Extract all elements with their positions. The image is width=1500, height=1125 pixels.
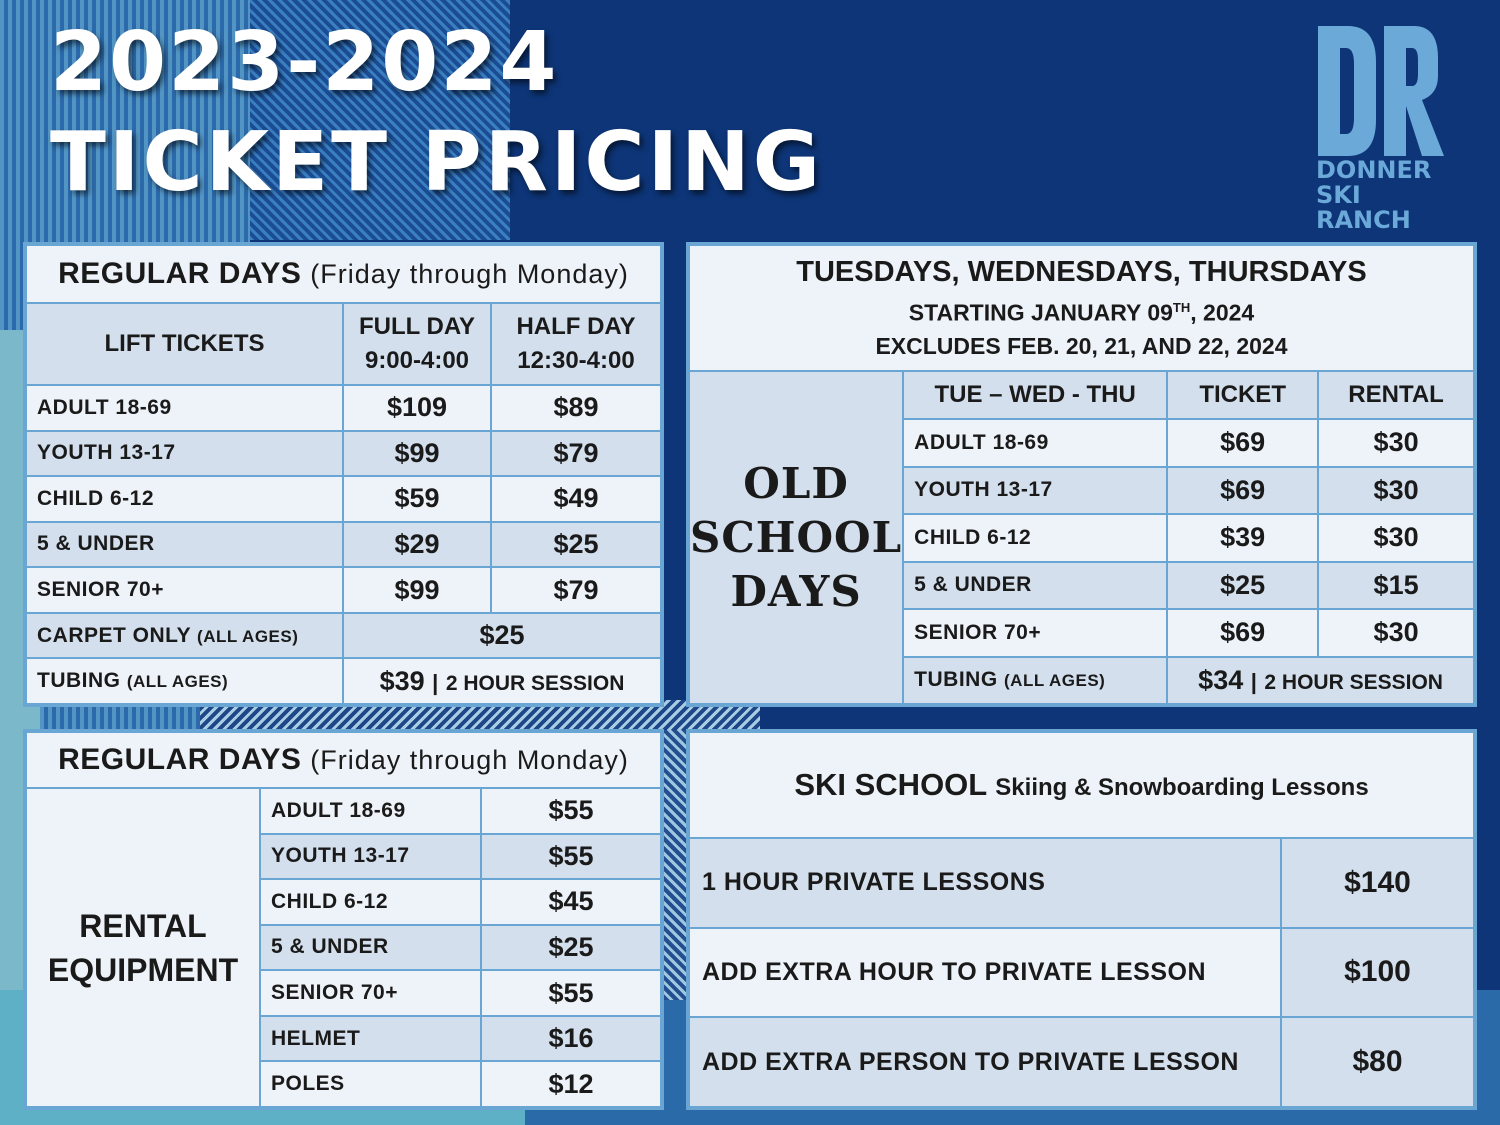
rental-price: $15 — [1318, 562, 1474, 610]
full-day-price: $29 — [343, 522, 491, 568]
regular-rental-heading-row — [26, 732, 661, 788]
rental-price: $30 — [1318, 467, 1474, 515]
tue-wed-thu-header: TUE – WED - THU — [903, 371, 1167, 419]
half-day-price: $49 — [491, 476, 661, 522]
tubing-all-ages: (ALL AGES) — [1004, 671, 1106, 691]
old-school-days-label — [689, 371, 903, 704]
title-season: 2023-2024 — [50, 15, 559, 110]
midweek-days-title: TUESDAYS, WEDNESDAYS, THURSDAYS — [796, 255, 1367, 288]
lesson-label: ADD EXTRA PERSON TO PRIVATE LESSON — [689, 1017, 1281, 1107]
row-label: CHILD 6-12 — [260, 879, 481, 925]
table-row — [26, 788, 661, 834]
rental-price: $30 — [1318, 609, 1474, 657]
regular-rental-panel — [23, 729, 664, 1110]
row-label: SENIOR 70+ — [26, 567, 343, 613]
lesson-price: $140 — [1281, 838, 1474, 928]
half-day-price: $89 — [491, 385, 661, 431]
table-row — [26, 567, 661, 613]
carpet-all-ages: (ALL AGES) — [197, 626, 299, 646]
row-label: 5 & UNDER — [26, 522, 343, 568]
regular-lift-column-headers — [26, 303, 661, 385]
row-label: YOUTH 13-17 — [260, 834, 481, 880]
logo-wordmark — [1310, 158, 1460, 233]
row-label: SENIOR 70+ — [260, 970, 481, 1016]
regular-days-sub: (Friday through Monday) — [310, 745, 629, 775]
tubing-label-text: TUBING — [914, 668, 998, 692]
rental-equipment-label — [26, 788, 260, 1107]
regular-days-label: REGULAR DAYS — [58, 257, 302, 290]
logo-line-ski-ranch: SKI RANCH — [1316, 181, 1411, 234]
carpet-row — [26, 613, 661, 659]
starting-date-year: , 2024 — [1190, 299, 1255, 326]
half-day-price: $79 — [491, 431, 661, 477]
table-row — [26, 522, 661, 568]
full-day-header — [343, 303, 491, 385]
full-day-price: $99 — [343, 431, 491, 477]
ski-school-heading-row — [689, 732, 1474, 838]
rental-header: RENTAL — [1318, 371, 1474, 419]
midweek-heading — [689, 245, 1474, 371]
starting-date-sup: TH — [1172, 299, 1191, 315]
lift-tickets-header: LIFT TICKETS — [26, 303, 343, 385]
old-school-line2: SCHOOL — [690, 512, 903, 562]
table-row — [689, 838, 1474, 928]
half-day-price: $79 — [491, 567, 661, 613]
tubing-label — [903, 657, 1167, 705]
row-label: HELMET — [260, 1016, 481, 1062]
title-main: TICKET PRICING — [50, 115, 824, 210]
regular-rental-heading — [26, 732, 661, 788]
row-label: ADULT 18-69 — [260, 788, 481, 834]
tubing-row — [26, 658, 661, 704]
page-title — [50, 15, 824, 210]
half-day-label: HALF DAY — [516, 313, 636, 340]
ski-school-label: SKI SCHOOL — [794, 767, 987, 802]
lesson-price: $100 — [1281, 928, 1474, 1018]
half-day-header — [491, 303, 661, 385]
table-row — [26, 385, 661, 431]
row-label: YOUTH 13-17 — [903, 467, 1167, 515]
regular-lift-heading — [26, 245, 661, 303]
donner-ski-ranch-logo — [1310, 22, 1460, 233]
table-row — [689, 928, 1474, 1018]
carpet-price: $25 — [343, 613, 661, 659]
regular-days-label: REGULAR DAYS — [58, 743, 302, 776]
full-day-price: $59 — [343, 476, 491, 522]
full-day-label: FULL DAY — [358, 313, 475, 340]
table-row — [26, 476, 661, 522]
dr-monogram-icon — [1318, 22, 1444, 158]
table-row — [26, 431, 661, 477]
row-label: ADULT 18-69 — [26, 385, 343, 431]
rental-price: $45 — [481, 879, 661, 925]
regular-lift-tickets-panel — [23, 242, 664, 707]
lesson-price: $80 — [1281, 1017, 1474, 1107]
tubing-price: $34 — [1198, 664, 1244, 695]
old-school-line3: DAYS — [730, 566, 862, 616]
midweek-excludes: EXCLUDES FEB. 20, 21, AND 22, 2024 — [875, 333, 1288, 360]
tubing-price: $39 — [379, 665, 425, 696]
ticket-price: $69 — [1167, 609, 1318, 657]
tubing-price-cell — [343, 658, 661, 704]
lesson-label: ADD EXTRA HOUR TO PRIVATE LESSON — [689, 928, 1281, 1018]
regular-rental-table — [25, 731, 662, 1108]
row-label: ADULT 18-69 — [903, 419, 1167, 467]
full-day-price: $109 — [343, 385, 491, 431]
logo-line-donner: DONNER — [1316, 156, 1432, 184]
ski-school-panel — [686, 729, 1477, 1110]
half-day-price: $25 — [491, 522, 661, 568]
tubing-separator: | — [432, 669, 439, 695]
ticket-price: $39 — [1167, 514, 1318, 562]
regular-days-sub: (Friday through Monday) — [310, 259, 629, 289]
ticket-price: $69 — [1167, 467, 1318, 515]
ticket-price: $69 — [1167, 419, 1318, 467]
tubing-label — [26, 658, 343, 704]
rental-price: $16 — [481, 1016, 661, 1062]
carpet-only-label: CARPET ONLY — [37, 623, 191, 647]
midweek-table — [688, 244, 1475, 705]
half-day-time: 12:30-4:00 — [517, 347, 635, 374]
rental-price: $55 — [481, 834, 661, 880]
ski-school-sub: Skiing & Snowboarding Lessons — [995, 774, 1369, 801]
rental-price: $55 — [481, 970, 661, 1016]
row-label: CHILD 6-12 — [903, 514, 1167, 562]
rental-price: $30 — [1318, 514, 1474, 562]
tubing-separator: | — [1250, 668, 1257, 694]
midweek-column-headers — [689, 371, 1474, 419]
starting-date-text: STARTING JANUARY 09 — [908, 299, 1173, 326]
regular-lift-heading-row — [26, 245, 661, 303]
full-day-time: 9:00-4:00 — [364, 347, 470, 374]
rental-price: $12 — [481, 1061, 661, 1107]
regular-lift-table — [25, 244, 662, 705]
midweek-heading-row — [689, 245, 1474, 371]
rental-line1: RENTAL — [79, 907, 207, 944]
tubing-all-ages: (ALL AGES) — [126, 672, 229, 692]
row-label: YOUTH 13-17 — [26, 431, 343, 477]
tubing-label-text: TUBING — [37, 669, 121, 693]
rental-price: $30 — [1318, 419, 1474, 467]
rental-price: $55 — [481, 788, 661, 834]
rental-line2: EQUIPMENT — [47, 951, 239, 988]
tubing-session-note: 2 HOUR SESSION — [445, 671, 625, 695]
row-label: SENIOR 70+ — [903, 609, 1167, 657]
midweek-starting — [690, 291, 1473, 330]
row-label: POLES — [260, 1061, 481, 1107]
ski-school-table — [688, 731, 1475, 1108]
tubing-price-cell — [1167, 657, 1474, 705]
row-label: 5 & UNDER — [260, 925, 481, 971]
ski-school-heading — [689, 732, 1474, 838]
row-label: 5 & UNDER — [903, 562, 1167, 610]
ticket-header: TICKET — [1167, 371, 1318, 419]
lesson-label: 1 HOUR PRIVATE LESSONS — [689, 838, 1281, 928]
table-row — [689, 1017, 1474, 1107]
full-day-price: $99 — [343, 567, 491, 613]
carpet-label — [26, 613, 343, 659]
ticket-price: $25 — [1167, 562, 1318, 610]
old-school-line1: OLD — [743, 458, 849, 508]
row-label: CHILD 6-12 — [26, 476, 343, 522]
tubing-session-note: 2 HOUR SESSION — [1264, 670, 1443, 694]
midweek-panel — [686, 242, 1477, 707]
rental-price: $25 — [481, 925, 661, 971]
